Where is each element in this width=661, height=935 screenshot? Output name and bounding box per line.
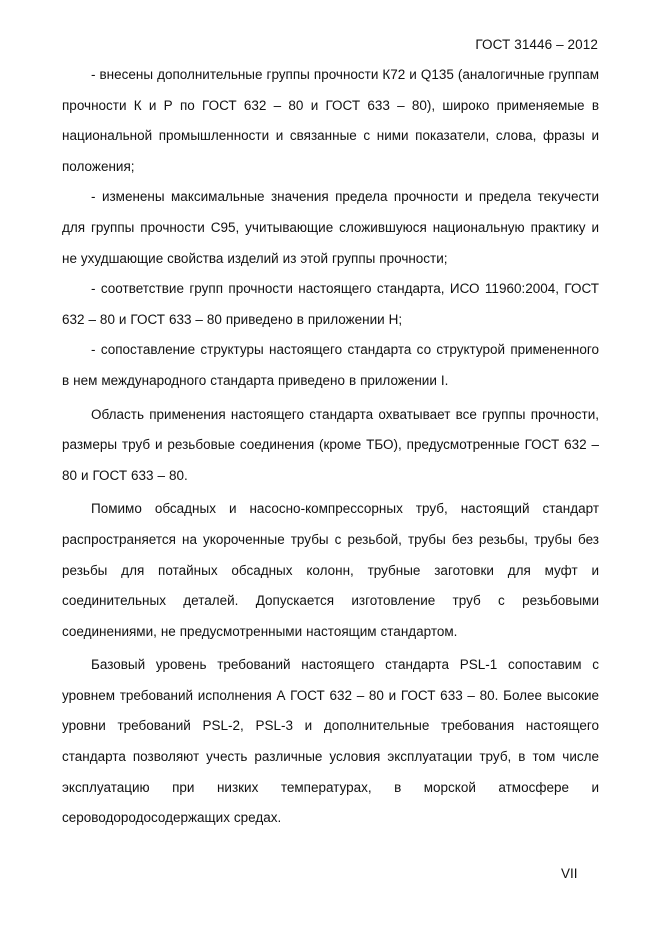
- document-body: [62, 60, 599, 834]
- document-header: ГОСТ 31446 – 2012: [475, 37, 598, 52]
- page-number: VII: [561, 866, 578, 881]
- paragraph-structure-comparison: - сопоставление структуры настоящего стандарта со структурой примененного в нем международного стандарта приведено в приложении I.: [62, 342, 599, 388]
- paragraph-changed-max-values: - изменены максимальные значения предела прочности и предела текучести для группы прочности С95, учитывающие сложившуюся национальную практику и не ухудшающие свойства изделий из этой группы прочности;: [62, 189, 599, 266]
- paragraph-scope: Область применения настоящего стандарта охватывает все группы прочности, размеры труб и резьбовые соединения (кроме ТБО), предусмотренные ГОСТ 632 – 80 и ГОСТ 633 – 80.: [62, 406, 599, 483]
- paragraph-strength-groups-correspondence: - соответствие групп прочности настоящего стандарта, ИСО 11960:2004, ГОСТ 632 – 80 и ГОСТ 633 – 80 приведено в приложении Н;: [62, 281, 599, 327]
- paragraph-pipe-types: Помимо обсадных и насосно-компрессорных труб, настоящий стандарт распространяется на укороченные трубы с резьбой, трубы без резьбы, трубы без резьбы для потайных обсадных колонн, трубные заготовки для муфт и соединительных деталей. Допускается изготовление труб с резьбовыми соединениями, не предусмотренными настоящим стандартом.: [62, 501, 599, 639]
- paragraph-added-strength-groups: - внесены дополнительные группы прочности К72 и Q135 (аналогичные группам прочности К и Р по ГОСТ 632 – 80 и ГОСТ 633 – 80), широко применяемые в национальной промышленности и связанные с ними показатели, слова, фразы и положения;: [62, 67, 599, 174]
- paragraph-requirement-levels: Базовый уровень требований настоящего стандарта PSL-1 сопоставим с уровнем требований исполнения А ГОСТ 632 – 80 и ГОСТ 633 – 80. Более высокие уровни требований PSL-2, PSL-3 и дополнительные требования настоящего стандарта позволяют учесть различные условия эксплуатации труб, в том числе эксплуатацию при низких температурах, в морской атмосфере и сероводородосодержащих средах.: [62, 657, 599, 826]
